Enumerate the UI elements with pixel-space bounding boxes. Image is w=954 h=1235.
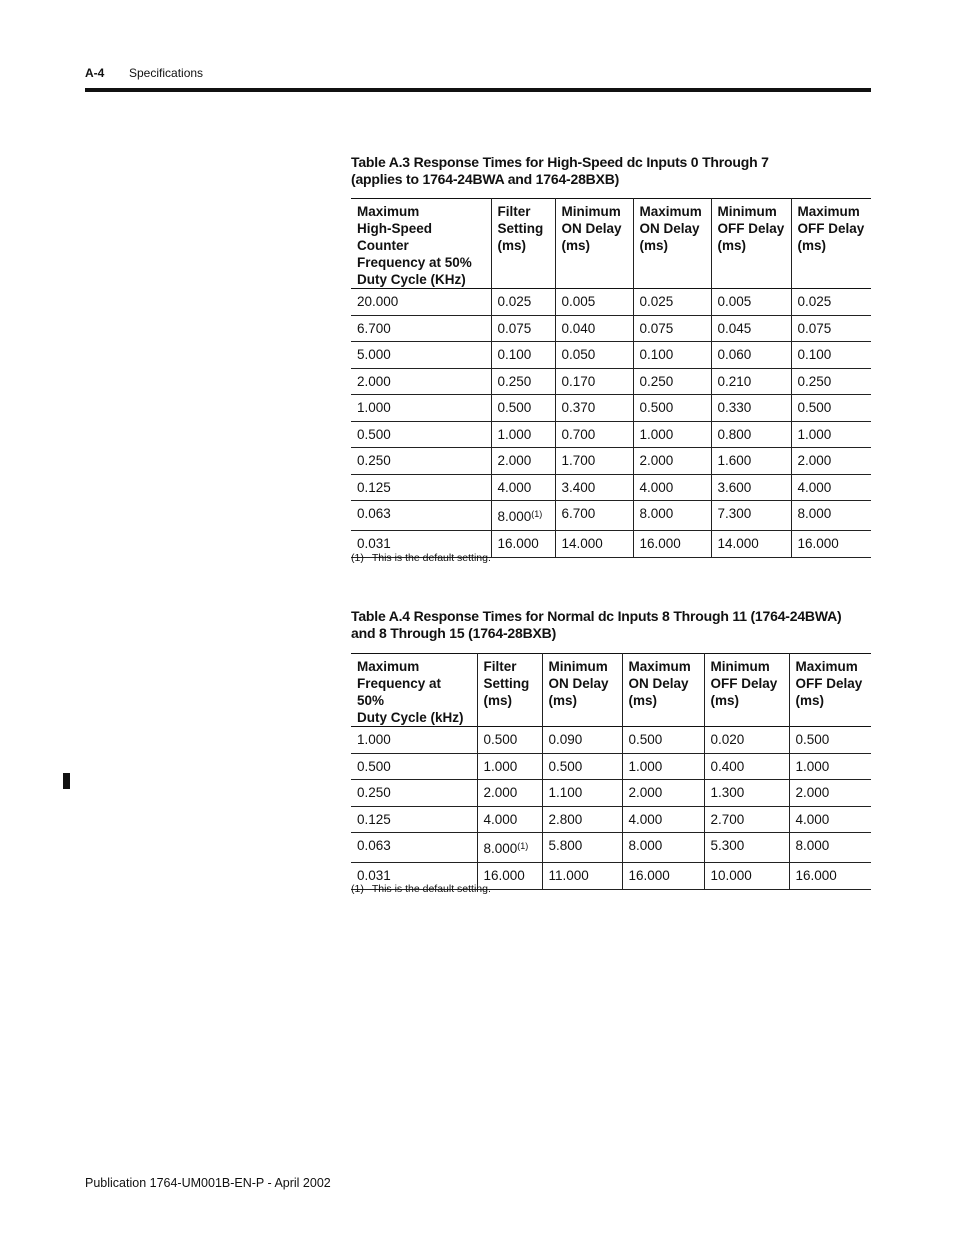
column-header-line: Maximum [795,659,858,674]
table-cell [711,395,791,422]
column-header [555,199,633,289]
cell-value: 0.250 [639,373,674,389]
table-a3-caption [351,154,769,188]
column-header [491,199,555,289]
cell-value: 6.700 [357,320,391,336]
cell-value: 5.300 [710,838,745,853]
cell-value: 4.000 [795,811,830,827]
cell-value: 0.005 [717,294,752,309]
table-cell [791,421,871,448]
header-rule [85,88,871,92]
column-header [477,654,542,727]
table-cell [555,531,633,558]
cell-value: 11.000 [548,868,589,883]
column-header [622,654,704,727]
table-cell [633,342,711,369]
cell-value: 0.040 [561,320,596,336]
column-header-line: ON Delay [548,676,609,691]
cell-value: 8.000 [795,838,830,853]
cell-value: 0.020 [710,732,745,747]
table-cell [555,289,633,316]
table-cell [542,780,622,807]
cell-value: 4.000 [483,811,518,827]
table-cell [542,863,622,890]
table-cell [555,342,633,369]
column-header-line: Minimum [710,659,770,674]
table-cell [789,727,871,754]
table-cell [351,395,491,422]
cell-value: 0.025 [797,294,832,309]
cell-value: 3.600 [717,479,752,495]
column-header-line: OFF Delay [797,221,865,236]
column-header-line: (ms) [717,238,747,253]
table-cell [491,501,555,531]
table-cell [633,315,711,342]
cell-value: 0.500 [795,732,830,747]
table-row [351,342,871,369]
page-footer: Publication 1764-UM001B-EN-P - April 2002 [85,1176,331,1190]
cell-value: 0.025 [639,294,674,309]
table-cell [491,342,555,369]
cell-value: 0.250 [497,373,532,389]
cell-value: 1.000 [639,426,674,442]
table-a4-footnote [351,883,491,895]
table-cell [351,833,477,863]
cell-value: 0.063 [357,506,391,521]
cell-value: 0.500 [357,426,391,442]
column-header [704,654,789,727]
cell-value: 0.500 [357,758,391,774]
table-cell [791,315,871,342]
cell-value: 0.045 [717,320,752,336]
table-cell [351,368,491,395]
table-a4-caption-line1: Table A.4 Response Times for Normal dc Inputs 8 Through 11 (1764-24BWA) [351,608,842,624]
column-header-line: Filter [497,204,531,219]
table-cell [491,315,555,342]
cell-value: 0.700 [561,426,596,442]
column-header-line: (ms) [483,693,513,708]
column-header-line: ON Delay [628,676,689,691]
cell-value: 0.031 [357,868,391,883]
section-title: Specifications [129,66,204,80]
cell-value: 8.000 [628,838,663,853]
table-row [351,727,871,754]
table-cell [791,342,871,369]
table-cell [633,421,711,448]
cell-value: 16.000 [628,868,670,883]
table-cell [555,501,633,531]
table-a3-caption-line2: (applies to 1764-24BWA and 1764-28BXB) [351,171,620,187]
cell-value: 0.800 [717,426,752,442]
table-cell [789,753,871,780]
table-cell [351,780,477,807]
cell-value: 0.090 [548,732,583,747]
table-row [351,780,871,807]
cell-value: 1.000 [483,758,518,774]
column-header [542,654,622,727]
cell-value: 16.000 [483,868,525,883]
column-header-line: Setting [483,676,530,691]
table-cell [789,780,871,807]
table-cell [711,501,791,531]
table-cell [555,448,633,475]
table-a4-header-row [351,654,871,727]
table-cell [477,727,542,754]
footnote-text: This is the default setting. [371,883,491,895]
cell-value: 16.000 [639,536,681,551]
column-header-line: Minimum [548,659,608,674]
table-cell [351,501,491,531]
cell-value: 0.250 [797,373,832,389]
cell-value: 0.500 [797,400,832,415]
cell-value: 7.300 [717,506,752,521]
cell-value: 2.000 [357,373,391,389]
column-header-line: High-Speed Counter [357,221,433,253]
column-header-line: (ms) [639,238,669,253]
table-row [351,833,871,863]
table-row [351,753,871,780]
table-cell [791,474,871,501]
table-cell [491,289,555,316]
table-cell [791,531,871,558]
table-cell [789,863,871,890]
table-cell [711,474,791,501]
column-header-line: OFF Delay [795,676,863,691]
cell-value: 0.500 [483,732,518,747]
column-header-line: Frequency at 50% [357,676,442,708]
cell-value: 3.400 [561,479,596,495]
table-row [351,289,871,316]
cell-value: 0.100 [797,347,832,362]
table-cell [491,395,555,422]
column-header-line: ON Delay [639,221,700,236]
table-a3 [351,198,871,558]
cell-value: 1.000 [797,426,832,442]
table-row [351,501,871,531]
column-header-line: (ms) [710,693,740,708]
table-a3-footnote [351,552,491,564]
cell-value: 1.000 [357,732,391,747]
table-cell [542,806,622,833]
column-header [711,199,791,289]
column-header-line: (ms) [497,238,527,253]
cell-value: 0.005 [561,294,596,309]
page-header [85,66,204,80]
cell-value: 4.000 [497,479,532,495]
table-a4-caption-line2: and 8 Through 15 (1764-28BXB) [351,625,557,641]
table-row [351,448,871,475]
table-row [351,368,871,395]
cell-value: 1.000 [357,400,391,415]
table-cell [491,421,555,448]
column-header [791,199,871,289]
table-cell [711,448,791,475]
table-row [351,421,871,448]
cell-value: 0.075 [639,320,674,336]
footnote-text: This is the default setting. [371,552,491,564]
cell-value: 0.125 [357,479,391,495]
table-a3-caption-line1: Table A.3 Response Times for High-Speed dc Inputs 0 Through 7 [351,154,769,170]
table-cell [789,806,871,833]
table-cell [711,289,791,316]
table-cell [542,833,622,863]
footnote-label: (1) [351,883,364,895]
cell-value: 0.025 [497,294,532,309]
table-cell [351,806,477,833]
cell-value: 0.500 [639,400,674,415]
column-header-line: Maximum [357,659,420,674]
table-cell [704,863,789,890]
cell-value: 0.125 [357,811,391,827]
cell-value: 14.000 [561,536,603,551]
table-cell [704,727,789,754]
table-cell [351,315,491,342]
cell-value: 5.800 [548,838,583,853]
table-cell [351,448,491,475]
cell-value: 1.000 [795,758,830,774]
cell-value: 0.063 [357,838,391,853]
cell-value: 4.000 [797,479,832,495]
cell-value: 1.000 [628,758,663,774]
cell-value: 1.700 [561,453,596,468]
cell-value: 0.075 [497,320,532,336]
cell-value: 0.075 [797,320,832,336]
cell-value: 1.100 [548,785,583,800]
table-cell [633,448,711,475]
cell-value: 0.170 [561,373,596,389]
table-cell [555,315,633,342]
table-cell [633,501,711,531]
cell-value: 0.060 [717,347,752,362]
table-cell [622,833,704,863]
column-header-line: (ms) [561,238,591,253]
table-row [351,806,871,833]
table-cell [711,531,791,558]
cell-value: 0.370 [561,400,596,415]
table-cell [622,806,704,833]
cell-value: 2.700 [710,811,745,827]
table-cell [633,289,711,316]
cell-value: 8.000 [497,509,532,524]
cell-value: 16.000 [795,868,837,883]
table-cell [791,501,871,531]
table-cell [555,368,633,395]
table-cell [622,780,704,807]
table-cell [351,289,491,316]
cell-value: 2.000 [628,785,663,800]
cell-value: 0.330 [717,400,752,415]
table-a4 [351,653,871,890]
column-header-line: Duty Cycle (kHz) [357,710,464,725]
table-cell [711,315,791,342]
table-cell [555,395,633,422]
table-cell [711,368,791,395]
table-cell [791,368,871,395]
column-header-line: Maximum [639,204,702,219]
cell-value: 2.000 [797,453,832,468]
table-cell [491,531,555,558]
table-cell [633,368,711,395]
table-a4-caption [351,608,841,642]
table-cell [477,753,542,780]
cell-value: 14.000 [717,536,759,551]
cell-value: 0.100 [497,347,532,362]
table-a3-header-row [351,199,871,289]
cell-value: 10.000 [710,868,752,883]
cell-value: 8.000 [797,506,832,521]
column-header-line: Filter [483,659,517,674]
table-cell [477,806,542,833]
table-cell [622,727,704,754]
cell-value: 16.000 [497,536,539,551]
cell-value: 0.500 [628,732,663,747]
column-header [351,199,491,289]
cell-value: 8.000 [483,841,518,856]
table-cell [791,395,871,422]
table-cell [555,474,633,501]
cell-value: 0.500 [497,400,532,415]
table-cell [622,863,704,890]
column-header [351,654,477,727]
column-header-line: (ms) [795,693,825,708]
table-cell [633,395,711,422]
column-header-line: OFF Delay [717,221,785,236]
column-header-line: (ms) [548,693,578,708]
cell-value: 1.300 [710,785,745,800]
table-cell [704,753,789,780]
cell-value: 20.000 [357,294,399,309]
table-cell [542,753,622,780]
cell-value: 2.000 [639,453,674,468]
column-header [633,199,711,289]
cell-value: 0.050 [561,347,596,362]
cell-value: 0.031 [357,536,391,551]
cell-value: 5.000 [357,347,391,362]
cell-value: 2.000 [795,785,830,800]
table-cell [711,342,791,369]
cell-value: 6.700 [561,506,596,521]
cell-value: 2.000 [483,785,518,800]
column-header-line: Duty Cycle (KHz) [357,272,466,287]
column-header [789,654,871,727]
column-header-line: OFF Delay [710,676,778,691]
column-header-line: Frequency at 50% [357,255,472,270]
table-row [351,315,871,342]
cell-value: 0.250 [357,785,391,800]
table-cell [351,474,491,501]
table-cell [622,753,704,780]
cell-value: 0.100 [639,347,674,362]
cell-value: 4.000 [628,811,663,827]
cell-value: 16.000 [797,536,839,551]
table-cell [704,780,789,807]
cell-value: 1.000 [497,426,532,442]
cell-value: 4.000 [639,479,674,495]
cell-value: 8.000 [639,506,674,521]
table-cell [491,368,555,395]
table-cell [704,806,789,833]
table-cell [542,727,622,754]
table-cell [711,421,791,448]
table-cell [477,833,542,863]
column-header-line: Maximum [628,659,691,674]
page-number: A-4 [85,66,105,80]
table-cell [789,833,871,863]
column-header-line: Maximum [357,204,420,219]
footnote-label: (1) [351,552,364,564]
table-cell [477,780,542,807]
column-header-line: ON Delay [561,221,622,236]
footnote-marker: (1) [531,509,543,519]
table-cell [351,421,491,448]
table-cell [555,421,633,448]
cell-value: 0.250 [357,453,391,468]
table-cell [491,474,555,501]
table-cell [791,448,871,475]
table-cell [351,727,477,754]
table-row [351,395,871,422]
footnote-marker: (1) [517,841,529,851]
cell-value: 1.600 [717,453,752,468]
table-cell [633,474,711,501]
column-header-line: (ms) [797,238,827,253]
table-cell [351,342,491,369]
column-header-line: (ms) [628,693,658,708]
table-row [351,474,871,501]
table-cell [791,289,871,316]
column-header-line: Setting [497,221,544,236]
change-bar [63,773,70,789]
cell-value: 0.210 [717,373,752,389]
table-cell [633,531,711,558]
column-header-line: Minimum [717,204,777,219]
column-header-line: Minimum [561,204,621,219]
column-header-line: Maximum [797,204,860,219]
cell-value: 0.400 [710,758,745,774]
cell-value: 2.000 [497,453,532,468]
table-cell [491,448,555,475]
table-cell [351,753,477,780]
table-cell [704,833,789,863]
cell-value: 0.500 [548,758,583,774]
cell-value: 2.800 [548,811,583,827]
